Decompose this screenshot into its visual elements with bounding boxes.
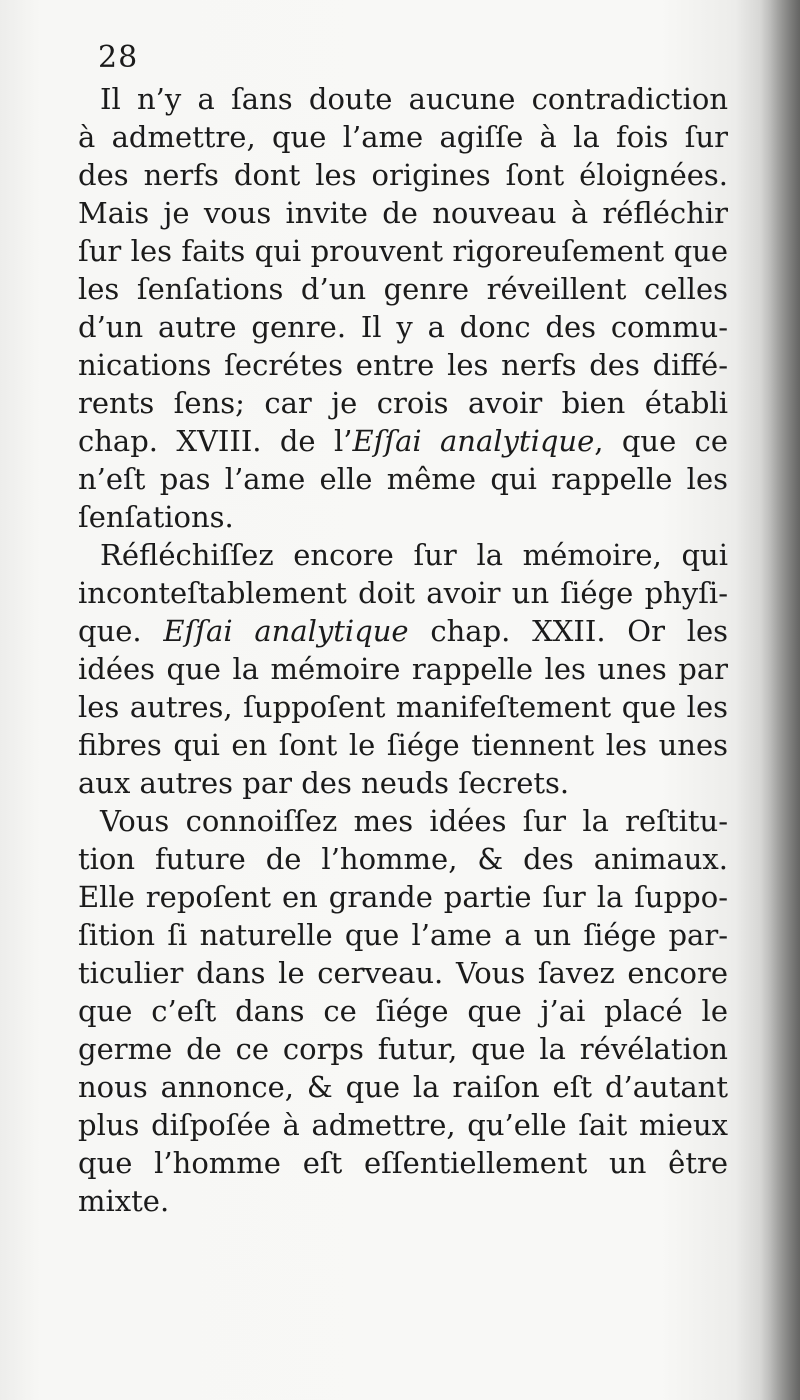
text-line: ſition ſi naturelle que l’ame a un ſiége par- [78, 918, 728, 952]
text-run: chap. XVIII. de l’ [78, 424, 353, 458]
text-line: à admettre, que l’ame agiſſe à la fois ſur [78, 120, 728, 154]
text-line: Elle repoſent en grande partie ſur la ſuppo- [78, 880, 728, 914]
text-line: des nerfs dont les origines ſont éloignées. [78, 158, 728, 192]
text-line: que l’homme eſt eſſentiellement un être [78, 1146, 728, 1180]
text-line: idées que la mémoire rappelle les unes par [78, 652, 728, 686]
text-line: germe de ce corps futur, que la révélation [78, 1032, 728, 1066]
text-line: fibres qui en ſont le ſiége tiennent les unes [78, 728, 728, 762]
body-text [78, 80, 728, 1220]
text-line: les ſenſations d’un genre réveillent celles [78, 272, 728, 306]
text-line: Vous connoiſſez mes idées ſur la reſtitu- [100, 804, 728, 838]
text-line: tion future de l’homme, & des animaux. [78, 842, 728, 876]
text-line: Il n’y a ſans doute aucune contradiction [100, 82, 728, 116]
text-line: nications ſecrétes entre les nerfs des diffé- [78, 348, 728, 382]
page-number: 28 [98, 40, 139, 75]
text-line: ſenſations. [78, 500, 234, 534]
text-run: , que ce [594, 424, 728, 458]
text-line: n’eſt pas l’ame elle même qui rappelle les [78, 462, 728, 496]
text-line: inconteſtablement doit avoir un ſiége phyſi- [78, 576, 728, 610]
page-edge-shadow [760, 0, 800, 1400]
text-line: nous annonce, & que la raiſon eſt d’autant [78, 1070, 728, 1104]
text-line: Réfléchiſſez encore ſur la mémoire, qui [100, 538, 728, 572]
text-line: ticulier dans le cerveau. Vous ſavez encore [78, 956, 728, 990]
text-line: les autres, ſuppoſent manifeſtement que les [78, 690, 728, 724]
text-run: que. [78, 614, 164, 648]
text-line: Mais je vous invite de nouveau à réfléchir [78, 196, 728, 230]
text-line: plus diſpoſée à admettre, qu’elle ſait mieux [78, 1108, 728, 1142]
book-title-italic: Eſſai analytique [352, 424, 595, 458]
text-line: mixte. [78, 1184, 170, 1218]
book-title-italic: Eſſai analytique [163, 614, 409, 648]
text-line: ſur les faits qui prouvent rigoreuſement que [78, 234, 728, 268]
text-line [78, 422, 728, 460]
text-line: que c’eſt dans ce ſiége que j’ai placé le [78, 994, 728, 1028]
text-line: aux autres par des neuds ſecrets. [78, 766, 570, 800]
text-run: chap. XXII. Or les [408, 614, 729, 648]
text-line: d’un autre genre. Il y a donc des commu- [78, 310, 728, 344]
text-line [78, 612, 728, 650]
text-line: rents ſens; car je crois avoir bien établi [78, 386, 728, 420]
